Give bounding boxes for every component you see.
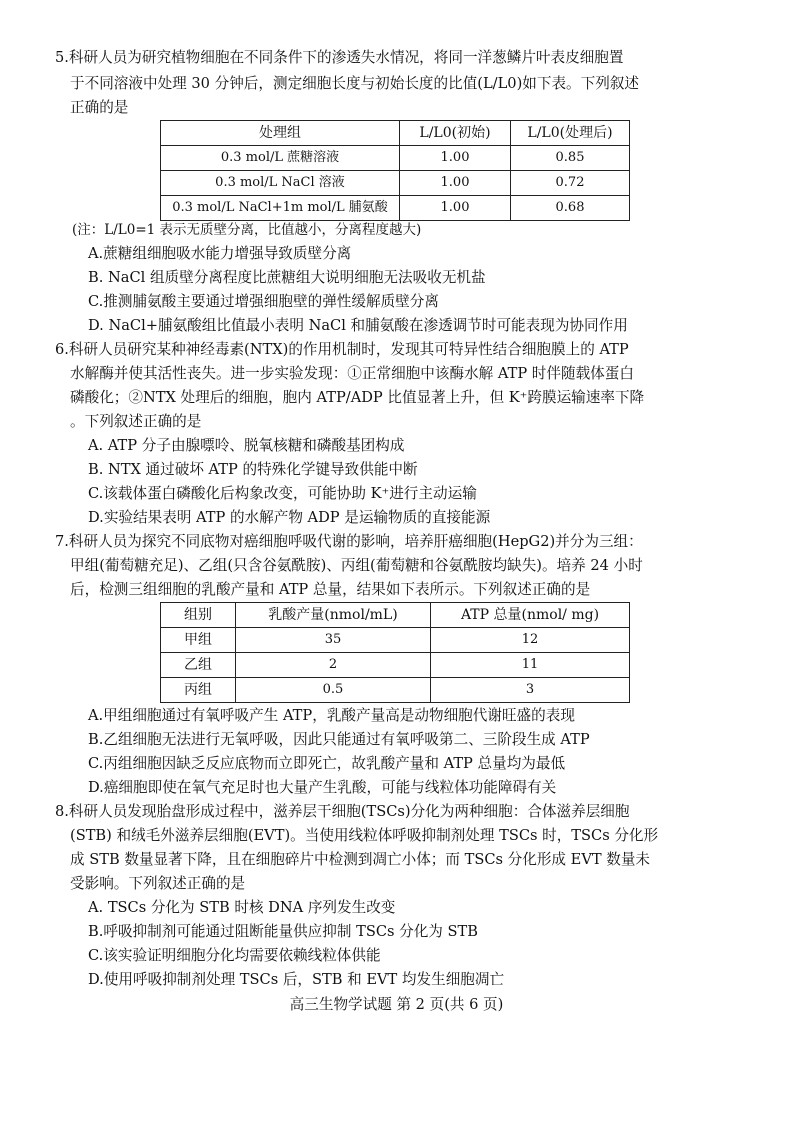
question-6-option-c: C.该载体蛋白磷酸化后构象改变，可能协助 K⁺进行主动运输 <box>88 485 477 502</box>
question-8-line-4: 受影响。下列叙述正确的是 <box>70 875 246 892</box>
table-row <box>161 678 630 703</box>
question-8-option-d: D.使用呼吸抑制剂处理 TSCs 后，STB 和 EVT 均发生细胞凋亡 <box>88 971 505 988</box>
question-7-option-b: B.乙组细胞无法进行无氧呼吸，因此只能通过有氧呼吸第二、三阶段生成 ATP <box>88 731 590 748</box>
table-row <box>161 196 630 221</box>
question-8-option-c: C.该实验证明细胞分化均需要依赖线粒体供能 <box>88 947 381 964</box>
table-cell: 丙组 <box>161 678 236 703</box>
table-cell: 0.5 <box>236 678 431 703</box>
table-cell: 甲组 <box>161 628 236 653</box>
table-cell: 1.00 <box>400 146 511 171</box>
table-cell: 0.72 <box>511 171 630 196</box>
question-7-table <box>160 602 630 703</box>
question-8-option-a: A. TSCs 分化为 STB 时核 DNA 序列发生改变 <box>88 899 396 916</box>
question-5-note: (注：L/L0=1 表示无质壁分离，比值越小，分离程度越大) <box>72 222 422 238</box>
question-6-option-b: B. NTX 通过破坏 ATP 的特殊化学键导致供能中断 <box>88 461 418 478</box>
table-header: 组别 <box>161 603 236 628</box>
table-row <box>161 146 630 171</box>
question-5-option-a: A.蔗糖组细胞吸水能力增强导致质壁分离 <box>88 245 352 262</box>
page-footer: 高三生物学试题 第 2 页(共 6 页) <box>289 996 504 1013</box>
question-8-line-3: 成 STB 数量显著下降，且在细胞碎片中检测到凋亡小体；而 TSCs 分化形成 EVT 数量未 <box>70 851 651 868</box>
table-cell: 1.00 <box>400 196 511 221</box>
table-cell: 0.3 mol/L NaCl 溶液 <box>161 171 400 196</box>
table-header: ATP 总量(nmol/ mg) <box>431 603 630 628</box>
table-row <box>161 628 630 653</box>
question-5-option-d: D. NaCl+脯氨酸组比值最小表明 NaCl 和脯氨酸在渗透调节时可能表现为协同作用 <box>88 317 628 334</box>
question-7-line-1: 7.科研人员为探究不同底物对癌细胞呼吸代谢的影响，培养肝癌细胞(HepG2)并分为三组： <box>55 533 643 550</box>
table-cell: 乙组 <box>161 653 236 678</box>
question-7-line-3: 后，检测三组细胞的乳酸产量和 ATP 总量，结果如下表所示。下列叙述正确的是 <box>70 581 591 598</box>
question-5-line-2: 于不同溶液中处理 30 分钟后，测定细胞长度与初始长度的比值(L/L0)如下表。下列叙述 <box>70 75 640 92</box>
question-7-line-2: 甲组(葡萄糖充足)、乙组(只含谷氨酰胺)、丙组(葡萄糖和谷氨酰胺均缺失)。培养 24 小时 <box>70 557 643 574</box>
question-8-line-1: 8.科研人员发现胎盘形成过程中，滋养层干细胞(TSCs)分化为两种细胞：合体滋养层细胞 <box>55 803 630 820</box>
question-8-option-b: B.呼吸抑制剂可能通过阻断能量供应抑制 TSCs 分化为 STB <box>88 923 478 940</box>
table-cell: 0.85 <box>511 146 630 171</box>
question-6-line-3: 磷酸化；②NTX 处理后的细胞，胞内 ATP/ADP 比值显著上升，但 K⁺跨膜运输速率下降 <box>70 389 645 406</box>
table-cell: 35 <box>236 628 431 653</box>
question-5-table <box>160 120 630 221</box>
question-6-line-2: 水解酶并使其活性丧失。进一步实验发现：①正常细胞中该酶水解 ATP 时伴随载体蛋白 <box>70 365 634 382</box>
question-6-line-4: 。下列叙述正确的是 <box>70 413 202 430</box>
table-header: 处理组 <box>161 121 400 146</box>
table-cell: 1.00 <box>400 171 511 196</box>
question-6-line-1: 6.科研人员研究某种神经毒素(NTX)的作用机制时，发现其可特异性结合细胞膜上的 ATP <box>55 341 629 358</box>
question-5-option-c: C.推测脯氨酸主要通过增强细胞壁的弹性缓解质壁分离 <box>88 293 439 310</box>
question-7-option-a: A.甲组细胞通过有氧呼吸产生 ATP，乳酸产量高是动物细胞代谢旺盛的表现 <box>88 707 575 724</box>
table-cell: 11 <box>431 653 630 678</box>
table-header: L/L0(处理后) <box>511 121 630 146</box>
table-header: 乳酸产量(nmol/mL) <box>236 603 431 628</box>
question-5-line-1: 5.科研人员为研究植物细胞在不同条件下的渗透失水情况，将同一洋葱鳞片叶表皮细胞置 <box>55 49 624 66</box>
table-row <box>161 171 630 196</box>
question-5-option-b: B. NaCl 组质壁分离程度比蔗糖组大说明细胞无法吸收无机盐 <box>88 269 486 286</box>
table-header: L/L0(初始) <box>400 121 511 146</box>
question-7-option-c: C.丙组细胞因缺乏反应底物而立即死亡，故乳酸产量和 ATP 总量均为最低 <box>88 755 566 772</box>
table-cell: 0.3 mol/L NaCl+1m mol/L 脯氨酸 <box>161 196 400 221</box>
question-7-option-d: D.癌细胞即使在氧气充足时也大量产生乳酸，可能与线粒体功能障碍有关 <box>88 779 557 796</box>
table-cell: 2 <box>236 653 431 678</box>
question-6-option-a: A. ATP 分子由腺嘌呤、脱氧核糖和磷酸基团构成 <box>88 437 405 454</box>
table-cell: 12 <box>431 628 630 653</box>
table-cell: 3 <box>431 678 630 703</box>
table-cell: 0.68 <box>511 196 630 221</box>
table-cell: 0.3 mol/L 蔗糖溶液 <box>161 146 400 171</box>
question-5-line-3: 正确的是 <box>70 99 129 116</box>
table-row <box>161 653 630 678</box>
question-8-line-2: (STB) 和绒毛外滋养层细胞(EVT)。当使用线粒体呼吸抑制剂处理 TSCs 时，TSCs 分化形 <box>70 827 659 844</box>
question-6-option-d: D.实验结果表明 ATP 的水解产物 ADP 是运输物质的直接能源 <box>88 509 491 526</box>
